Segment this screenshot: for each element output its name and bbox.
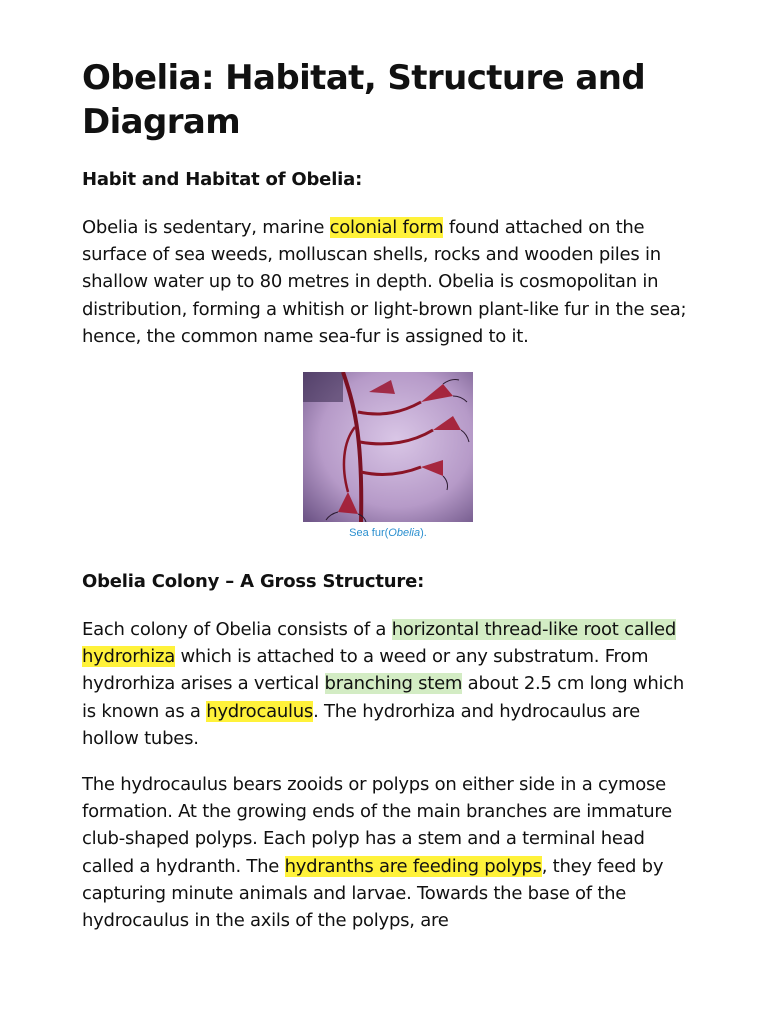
highlight-hydrocaulus: hydrocaulus xyxy=(206,700,314,722)
text-run: , they feed by capturing minute animals and larvae. Towards the base of the hydrocaulus in the axils of the polyps, are xyxy=(82,855,664,932)
paragraph-habitat xyxy=(82,214,694,350)
text-run: Each colony of Obelia consists of a xyxy=(82,619,392,641)
highlight-colonial-form: colonial form xyxy=(329,217,444,238)
text-run: which is attached to a weed or any substratum. From hydrorhiza arises a vertical xyxy=(82,646,649,695)
article-body xyxy=(82,56,694,934)
page-title: Obelia: Habitat, Structure and Diagram xyxy=(82,58,646,142)
text-run: found attached on the surface of sea weeds, molluscan shells, rocks and wooden piles in shallow water up to 80 metres in depth. Obelia is cosmopolitan in distribution, forming a whitish or light-brown plant-like fur in the sea; hence, the common name sea-fur is assigned to it. xyxy=(82,217,687,347)
paragraph-polyps xyxy=(82,771,694,934)
text-run: about 2.5 cm long which is known as a xyxy=(82,673,685,722)
figure-sea-fur xyxy=(303,372,473,540)
highlight-hydrorhiza: hydrorhiza xyxy=(82,646,175,668)
caption-text: Sea fur( xyxy=(349,527,389,540)
caption-text: ). xyxy=(420,527,427,540)
highlight-branching-stem: branching stem xyxy=(324,673,463,695)
section-heading-structure: Obelia Colony – A Gross Structure: xyxy=(82,571,425,593)
caption-italic: Obelia xyxy=(388,527,421,540)
figure-caption xyxy=(303,526,473,540)
photo-corner-shadow xyxy=(303,372,343,402)
section-heading-habitat: Habit and Habitat of Obelia: xyxy=(82,169,363,190)
highlight-feeding-polyps: hydranths are feeding polyps xyxy=(284,855,542,877)
obelia-photo xyxy=(303,372,473,522)
highlight-root: horizontal thread-like root called xyxy=(391,619,677,641)
text-run: Obelia is sedentary, marine xyxy=(82,217,330,238)
text-run: . The hydrorhiza and hydrocaulus are hollow tubes. xyxy=(82,700,640,749)
text-run: The hydrocaulus bears zooids or polyps on either side in a cymose formation. At the growing ends of the main branches are immature club-shaped polyps. Each polyp has a stem and a terminal head called a hydranth. The xyxy=(82,774,672,877)
paragraph-colony xyxy=(82,616,694,752)
